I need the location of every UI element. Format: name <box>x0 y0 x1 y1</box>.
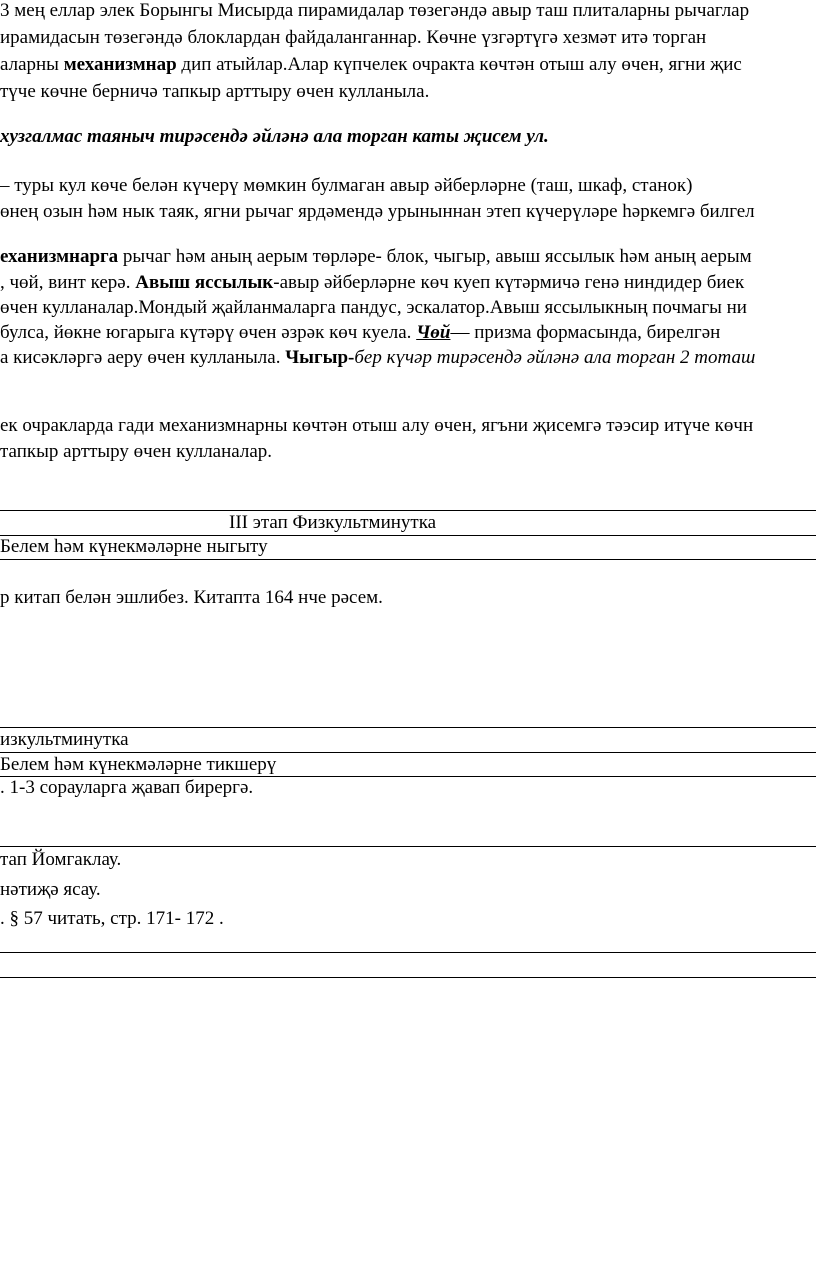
conclusion-line-2: тапкыр арттыру өчен кулланалар. <box>0 441 273 462</box>
winch-definition: бер күчәр тирәсендә әйләнә ала торган 2 тоташ <box>354 347 756 368</box>
wedge-term: Чөй <box>416 322 451 343</box>
homework-text: . § 57 читать, стр. 171- 172 . <box>0 908 224 929</box>
intro-line-3-rest: дип атыйлар.Алар күпчелек очракта көчтән отыш алу өчен, ягни җис <box>176 54 742 75</box>
mechanisms-line-4-start: булса, йөкне югарыга күтәрү өчен әзрәк көч куела. <box>0 322 417 343</box>
mechanisms-line-2 <box>0 272 744 294</box>
inclined-plane-term: Авыш яссылык <box>135 272 274 293</box>
mechanisms-bold: еханизмнарга <box>0 246 119 267</box>
lever-definition: хузгалмас таяныч тирәсендә әйләнә ала торган каты җисем ул. <box>0 126 549 147</box>
book-work-text: р китап белән эшлибез. Китапта 164 нче рәсем. <box>0 587 383 608</box>
mechanisms-term: механизмнар <box>63 54 177 75</box>
mechanisms-line-3: өчен кулланалар.Мондый җайланмаларга пандус, эскалатор.Авыш яссылыкның почмагы ни <box>0 297 747 318</box>
knowledge-check-heading: Белем һәм күнекмәләрне тикшерү <box>0 754 277 775</box>
mechanisms-line-2-rest: -авыр әйберләрне көч куеп күтәрмичә генә ниндидер биек <box>273 272 745 293</box>
winch-term: Чыгыр- <box>285 347 355 368</box>
questions-text: . 1-3 сорауларга җавап бирергә. <box>0 777 254 798</box>
divider <box>0 952 816 953</box>
intro-line-1: 3 мең еллар элек Борынгы Мисырда пирамидалар төзегәндә авыр таш плиталарны рычаглар <box>0 0 750 21</box>
mechanisms-line-5 <box>0 347 755 369</box>
intro-line-3 <box>0 54 742 76</box>
knowledge-consolidation-heading: Белем һәм күнекмәләрне ныгыту <box>0 536 268 557</box>
stage-3-heading: III этап Физкультминутка <box>229 512 437 533</box>
divider <box>0 510 816 511</box>
lever-usage-line-2: өнең озын һәм нык таяк, ягни рычаг ярдәмендә урыныннан этеп күчерүләре һәркемгә билгел <box>0 201 755 222</box>
intro-line-3-start: аларны <box>0 54 64 75</box>
mechanisms-line-1-rest: рычаг һәм аның аерым төрләре- блок, чыгыр, авыш яссылык һәм аның аерым <box>118 246 752 267</box>
divider <box>0 846 816 847</box>
mechanisms-line-2-start: , чөй, винт керә. <box>0 272 136 293</box>
mechanisms-line-5-start: а кисәкләргә аеру өчен кулланыла. <box>0 347 286 368</box>
mechanisms-line-4-rest: — призма формасында, бирелгән <box>450 322 721 343</box>
result-text: нәтиҗә ясау. <box>0 879 101 900</box>
lever-usage-line-1: – туры кул көче белән күчерү мөмкин булмаган авыр әйберләрне (таш, шкаф, станок) <box>0 175 693 196</box>
divider <box>0 752 816 753</box>
divider <box>0 727 816 728</box>
summary-stage-text: тап Йомгаклау. <box>0 849 122 870</box>
intro-line-4: түче көчне берничә тапкыр арттыру өчен кулланыла. <box>0 81 430 102</box>
intro-line-2: ирамидасын төзегәндә блоклардан файдаланганнар. Көчне үзгәртүгә хезмәт итә торган <box>0 27 707 48</box>
mechanisms-line-1 <box>0 246 752 268</box>
conclusion-line-1: ек очракларда гади механизмнарны көчтән отыш алу өчен, ягъни җисемгә тәэсир итүче көчн <box>0 415 754 436</box>
mechanisms-line-4 <box>0 322 720 344</box>
fizkult-heading: изкультминутка <box>0 729 129 750</box>
divider <box>0 977 816 978</box>
divider <box>0 559 816 560</box>
